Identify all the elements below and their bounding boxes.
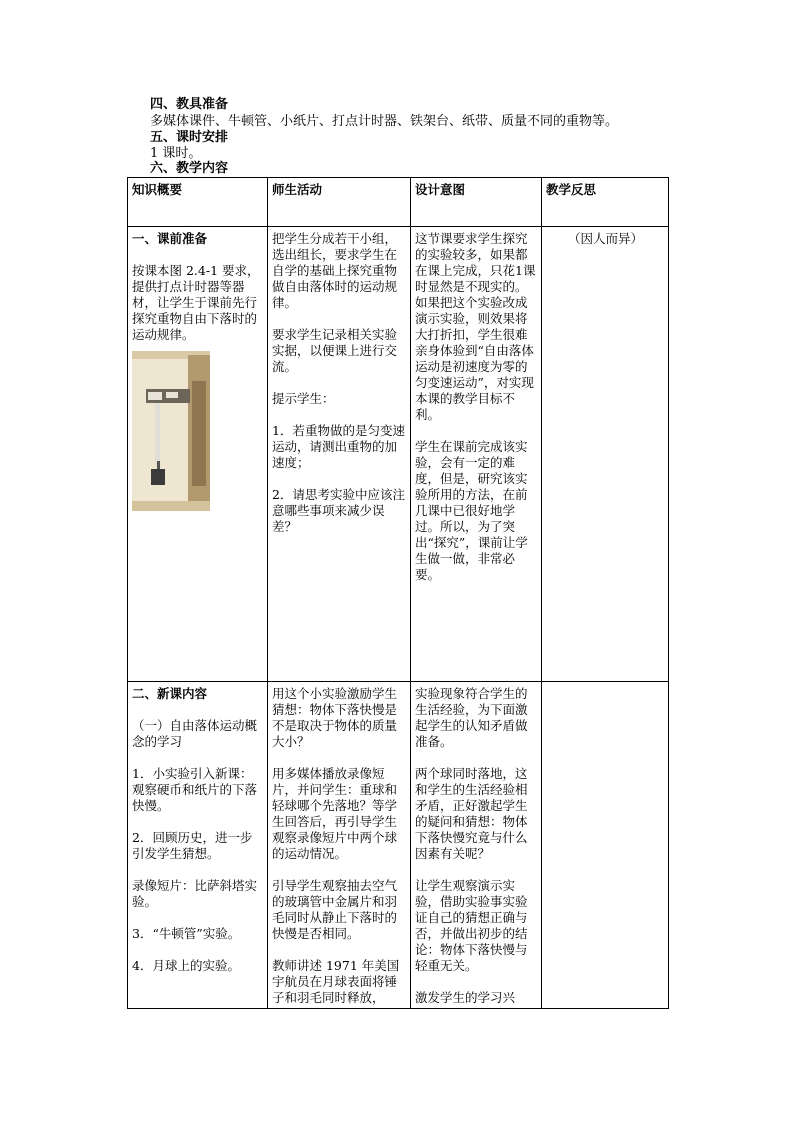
cell-paragraph: 用这个小实验激励学生猜想：物体下落快慢是不是取决于物体的质量大小？ [272, 686, 398, 749]
cell-paragraph: 用多媒体播放录像短片，并问学生：重球和轻球哪个先落地？等学生回答后，再引导学生观察录像短片中两个球的运动情况。 [272, 766, 398, 861]
cell-paragraph: 激发学生的学习兴 [415, 990, 516, 1005]
cell-paragraph: 学生在课前完成该实验，会有一定的难度，但是，研究该实验所用的方法，在前几课中已很好地学过。所以，为了突出“探究”，课前让学生做一做，非常必要。 [415, 439, 528, 582]
cell-knowledge [128, 227, 268, 682]
cell-knowledge [128, 682, 268, 1009]
cell-design-intent [411, 227, 542, 682]
cell-paragraph: 1．若重物做的是匀变速运动，请测出重物的加速度； [272, 423, 405, 470]
cell-paragraph: 4．月球上的实验。 [132, 958, 240, 973]
cell-paragraph: 教师讲述 1971 年美国宇航员在月球表面将锤子和羽毛同时释放， [272, 958, 400, 1005]
cell-paragraph: 这节课要求学生探究的实验较多，如果都在课上完成，只花1课时显然是不现实的。如果把这个实验改成演示实验，则效果将大打折扣，学生很难亲身体验到“自由落体运动是初速度为零的匀变速运动”，对实现本课的教学目标不利。 [415, 231, 536, 422]
section-title: 一、课前准备 [132, 231, 208, 246]
cell-reflection [542, 682, 669, 1009]
table-row [128, 227, 669, 682]
header-reflection: 教学反思 [542, 178, 669, 227]
cell-paragraph: 把学生分成若干小组，选出组长，要求学生在自学的基础上探究重物做自由落体时的运动规律。 [272, 231, 398, 310]
cell-paragraph: 2．请思考实验中应该注意哪些事项来减少误差？ [272, 487, 405, 534]
cell-paragraph: 2．回顾历史，进一步引发学生猜想。 [132, 830, 253, 861]
cell-design-intent [411, 682, 542, 1009]
cell-paragraph: 1．小实验引入新课：观察硬币和纸片的下落快慢。 [132, 766, 258, 813]
heading-content: 六、教学内容 [150, 161, 229, 176]
cell-paragraph: 3．“牛顿管”实验。 [132, 926, 241, 941]
hours-text: 1 课时。 [150, 146, 202, 161]
cell-paragraph: 让学生观察演示实验，借助实验事实验证自己的猜想正确与否，并做出初步的结论：物体下落快慢与轻重无关。 [415, 878, 528, 973]
cell-paragraph: （一）自由落体运动概念的学习 [132, 718, 258, 749]
header-design-intent: 设计意图 [411, 178, 542, 227]
cell-paragraph: 引导学生观察抽去空气的玻璃管中金属片和羽毛同时从静止下落时的快慢是否相同。 [272, 878, 398, 941]
header-knowledge: 知识概要 [128, 178, 268, 227]
cell-reflection [542, 227, 669, 682]
cell-paragraph: 提示学生： [272, 391, 335, 406]
lesson-plan-table [127, 177, 669, 1009]
cell-paragraph: 两个球同时落地，这和学生的生活经验相矛盾，正好激起学生的疑问和猜想：物体下落快慢究竟与什么因素有关呢？ [415, 766, 528, 861]
equipment-text: 多媒体课件、牛顿管、小纸片、打点计时器、铁架台、纸带、质量不同的重物等。 [150, 114, 619, 129]
cell-paragraph: 实验现象符合学生的生活经验，为下面激起学生的认知矛盾做准备。 [415, 686, 528, 749]
cell-activities [268, 227, 411, 682]
cell-paragraph: 录像短片：比萨斜塔实验。 [132, 878, 258, 909]
timer-apparatus-photo [132, 351, 210, 511]
section-title: 二、新课内容 [132, 686, 208, 701]
heading-equipment: 四、教具准备 [150, 97, 229, 112]
cell-paragraph: 要求学生记录相关实验实据，以便课上进行交流。 [272, 327, 398, 374]
table-header-row [128, 178, 669, 227]
heading-hours: 五、课时安排 [150, 130, 229, 145]
cell-paragraph: （因人而异） [567, 231, 643, 246]
cell-activities [268, 682, 411, 1009]
header-activities: 师生活动 [268, 178, 411, 227]
cell-paragraph: 按课本图 2.4-1 要求，提供打点计时器等器材，让学生于课前先行探究重物自由下落时的运动规律。 [132, 263, 260, 342]
table-row [128, 682, 669, 1009]
